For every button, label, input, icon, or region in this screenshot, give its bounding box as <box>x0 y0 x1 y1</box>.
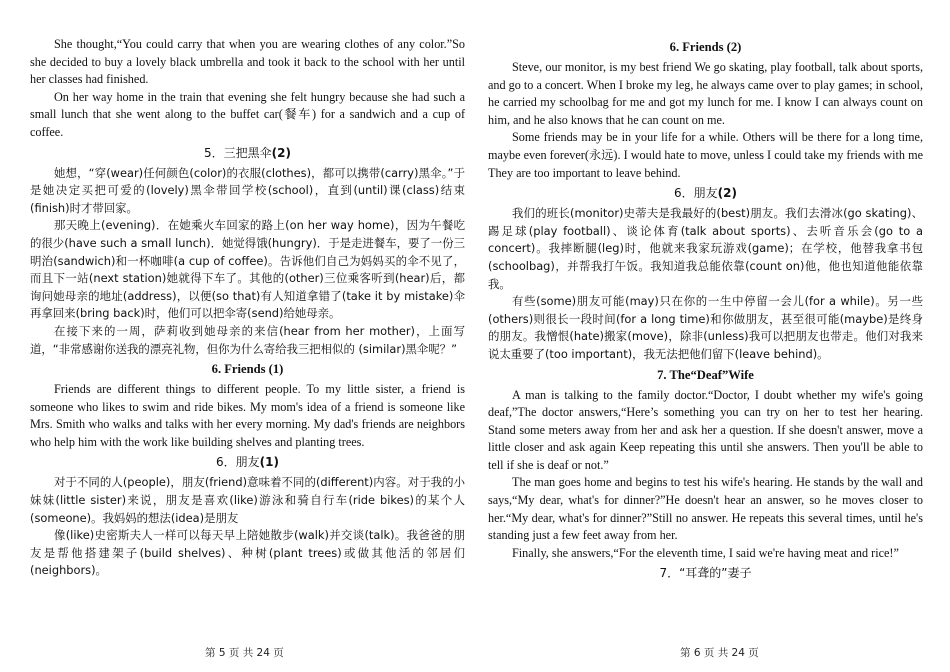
paragraph: 对于不同的人(people)，朋友(friend)意味着不同的(different)内容。对于我的小妹妹(little sister)来说，朋友是喜欢(like)游泳和骑自行车(ride bikes)的某个人(someone)。我妈妈的想法(idea)是朋友 <box>30 475 465 525</box>
paragraph: Finally, she answers,“For the eleventh time, I said we're having meat and rice!” <box>512 545 899 560</box>
section-heading: 6．朋友(2) <box>674 186 737 201</box>
paragraph: On her way home in the train that evening she felt hungry because she had such a small lunch that she went along to the buffet car(餐车) for a sandwich and a cup of coffee. <box>30 89 465 139</box>
section-heading: 7．“耳聋的”妻子 <box>659 566 752 581</box>
paragraph: 她想，“穿(wear)任何颜色(color)的衣服(clothes)，都可以携带(carry)黑伞。”于是她决定买把可爱的(lovely)黑伞带回学校(school)，直到(until)课(class)结束(finish)时才带回家。 <box>30 165 465 215</box>
page-number-footer: 第 6 页 共 24 页 <box>680 647 759 659</box>
paragraph: She thought,“You could carry that when you are wearing clothes of any color.”So she decided to buy a lovely black umbrella and took it back to the school with her until her classes had finished. <box>30 37 465 87</box>
section-heading: 7. The“Deaf”Wife <box>657 367 754 382</box>
right-column <box>488 36 923 585</box>
paragraph: 那天晚上(evening)．在她乘火车回家的路上(on her way home)，因为午餐吃的很少(have such a small lunch)．她觉得饿(hungry)．于是走进餐车，要了一份三明治(sandwich)和一杯咖啡(a cup of coffee)。告诉他们自己为妈妈买的伞不见了，而且下一站(next station)她就得下车了。其他的(other)三位乘客听到(hear)后，都询问她母亲的地址(address)，以便(so that)有人知道拿错了(take it by mistake)伞再拿回来(bring back)时，他们可以把伞寄(send)给她母亲。 <box>30 218 465 321</box>
paragraph: 在接下来的一周，萨莉收到她母亲的来信(hear from her mother)，上面写道，“非常感谢你送我的漂亮礼物，但你为什么寄给我三把相似的 (similar)黑伞呢？” <box>30 323 465 356</box>
paragraph: 像(like)史密斯夫人一样可以每天早上陪她散步(walk)并交谈(talk)。我爸爸的朋友是帮他搭建架子(build shelves)、种树(plant trees)或做其他活的邻居们(neighbors)。 <box>30 528 465 578</box>
paragraph: Friends are different things to different people. To my little sister, a friend is someone who likes to swim and ride bikes. My mom's idea of a friend is someone like Mrs. Smith who walks and talks with her every morning. My dad's friends are neighbors who help him with the work like building shelves and planting trees. <box>30 382 465 449</box>
section-heading: 5．三把黑伞(2) <box>204 145 291 160</box>
section-heading: 6. Friends (1) <box>211 362 284 377</box>
paragraph: 我们的班长(monitor)史蒂夫是我最好的(best)朋友。我们去滑冰(go skating)、踢足球(play football)、谈论体育(talk about sports)、去听音乐会(go to a concert)。我摔断腿(leg)时，他就来我家玩游戏(game)；在学校，他替我拿书包(schoolbag)，并帮我打午饭。我知道我总能依靠(count on)他，他也知道他能依靠我。 <box>488 206 923 291</box>
paragraph: The man goes home and begins to test his wife's hearing. He stands by the wall and says,“My dear, what's for dinner?”He doesn't hear an answer, so he moves closer to her.“My dear, what's for dinner?”Still no answer. He repeats this several times, until he's standing just a few feet away from her. <box>488 475 923 543</box>
paragraph: Some friends may be in your life for a while. Others will be there for a long time, maybe even forever(永远). I would hate to move, unless I could take my friends with me They are too important to leave behind. <box>488 130 923 180</box>
paragraph: Steve, our monitor, is my best friend We go skating, play football, talk about sports, and go to a concert. When I broke my leg, he always came over to play games; in school, he carried my schoolbag for me and got my lunch for me. I know I can always count on him, and he also knows that he can count on me. <box>488 60 923 127</box>
left-column <box>30 36 465 580</box>
section-heading: 6. Friends (2) <box>669 40 742 54</box>
page-number-footer: 第 5 页 共 24 页 <box>205 647 284 659</box>
paragraph: 有些(some)朋友可能(may)只在你的一生中停留一会儿(for a while)。另一些(others)则很长一段时间(for a long time)和你做朋友，甚至很可能(maybe)是终身的朋友。我憎恨(hate)搬家(move)，除非(unless)我可以把朋友也带走。他们对我来说太重要了(too important)，我无法把他们留下(leave behind)。 <box>488 294 923 361</box>
paragraph: A man is talking to the family doctor.“Doctor, I doubt whether my wife's going deaf,”The doctor answers,“Here’s something you can try on her to test her hearing. Stand some meters away from her and ask her a question. If she doesn't answer, move a little closer and ask again Keep repeating this until she answers. Then you'll be able to tell if she is deaf or not.” <box>488 387 923 472</box>
section-heading: 6．朋友(1) <box>216 455 279 470</box>
